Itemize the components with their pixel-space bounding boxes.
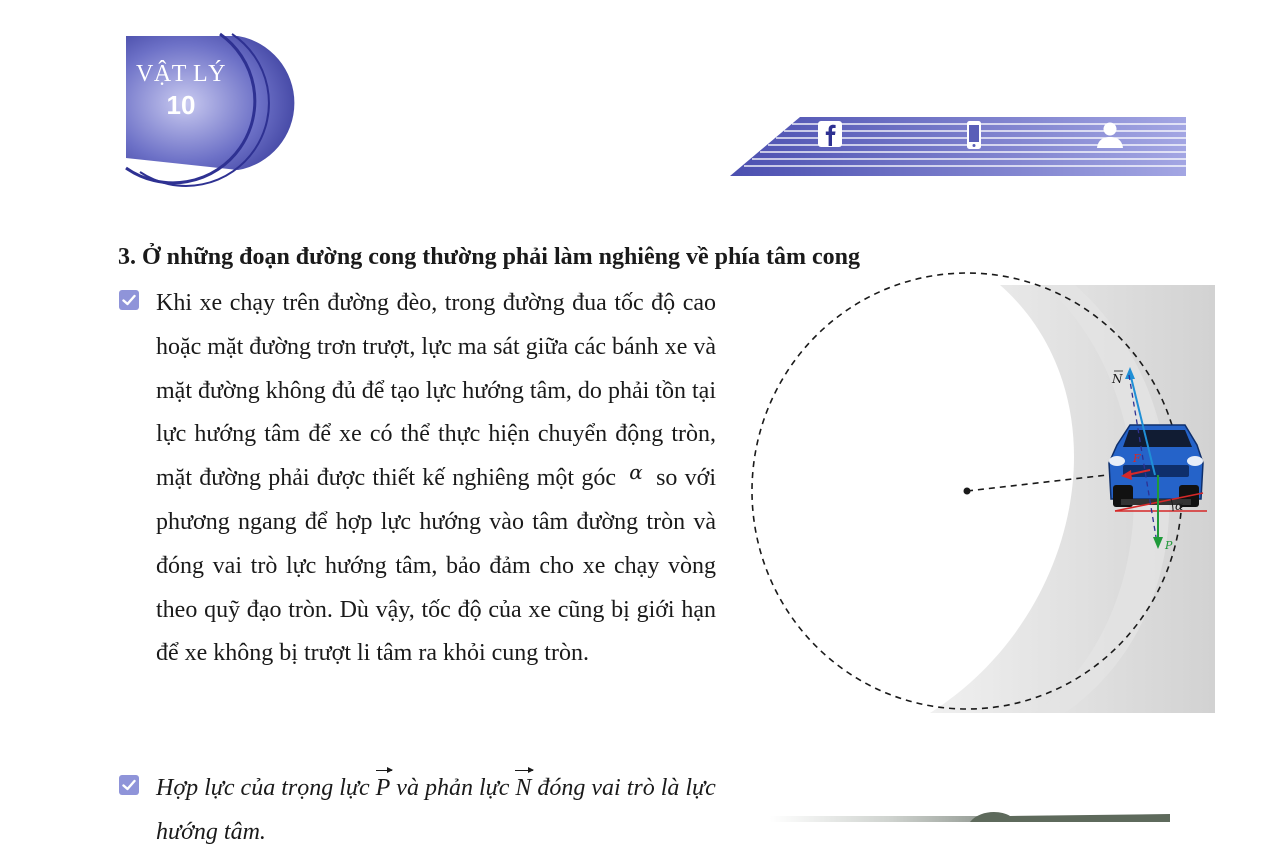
bullet2-text-a: Hợp lực của trọng lực [156,775,370,801]
figure-N-label: N [1112,372,1123,386]
banked-curve-figure [745,285,1215,713]
bullet-paragraph-2 [156,768,756,808]
checkbox-bullet-icon [119,290,139,310]
bullet-paragraph-1 [156,282,716,676]
figure-F-label: F [1133,452,1141,465]
bullet2-text-b: và phản lực [396,775,510,801]
facebook-icon[interactable] [817,120,843,148]
figure-alpha-label: α [1175,499,1184,513]
checkbox-bullet-icon [119,775,139,795]
bullet1-text-b: so với phương ngang để hợp lực hướng vào tâm đường tròn và đóng vai trò lực hướng tâm, bảo đảm cho xe chạy vòng theo quỹ đạo tròn. Dù vậy, tốc độ của xe cũng bị giới hạn để xe không bị trượt li tâm ra khỏi cung tròn. [156,465,717,667]
car-icon [1109,425,1203,507]
subject-badge [120,60,242,122]
bullet1-text-a: Khi xe chạy trên đường đèo, trong đường đua tốc độ cao hoặc mặt đường trơn trượt, lực ma sát giữa các bánh xe và mặt đường không đủ để tạo lực hướng tâm, do phải tồn tại lực hướng tâm để xe có thể thực hiện chuyển động tròn, mặt đường phải được thiết kế nghiêng một góc [156,290,716,492]
header-banner [120,30,1190,185]
user-icon[interactable] [1095,120,1121,148]
alpha-symbol: α [629,460,643,485]
bullet2-continuation: hướng tâm. [156,819,266,845]
badge-grade: 10 [166,90,196,120]
vector-P: P [370,768,397,808]
section-heading: 3. Ở những đoạn đường cong thường phải làm nghiêng về phía tâm cong [118,244,860,270]
badge-subject: VẬT LÝ [136,61,226,87]
banner-stripes [120,30,1190,185]
bullet2-text-c: đóng vai trò là lực [537,775,716,801]
vector-N: N [509,768,537,808]
phone-icon[interactable] [965,120,991,148]
next-figure-photo [770,808,1170,822]
figure-P-label: P [1165,539,1173,552]
